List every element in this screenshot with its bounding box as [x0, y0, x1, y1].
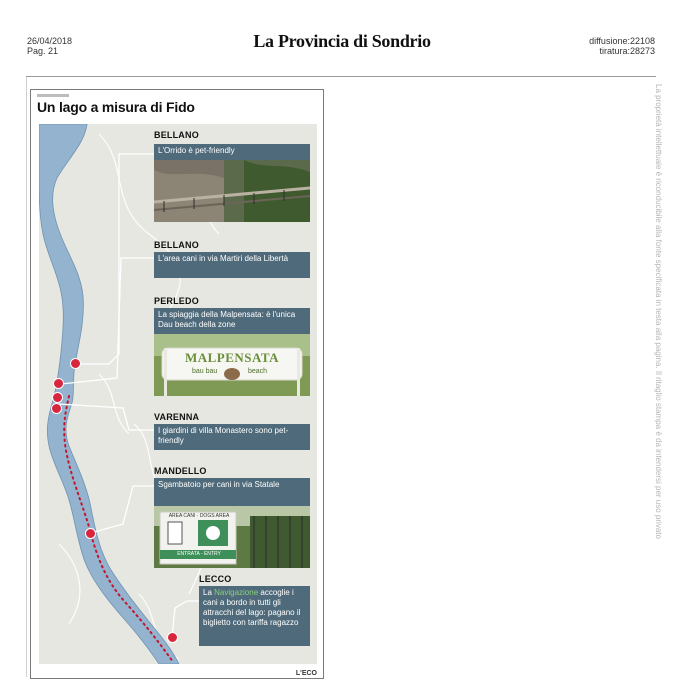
point-caption [199, 586, 310, 646]
point-town: BELLANO [154, 240, 199, 250]
header-divider [26, 76, 656, 77]
point-town: MANDELLO [154, 466, 207, 476]
malpensata-sign-right: beach [248, 368, 268, 375]
masthead: La Provincia di Sondrio [253, 31, 431, 51]
dog-area-sign-photo [154, 506, 310, 568]
header-diffusione: diffusione:22108 [589, 36, 655, 46]
point-town: VARENNA [154, 412, 200, 422]
dog-area-sign-top: AREA CANI · DOGS AREA [168, 513, 230, 519]
header-date: 26/04/2018 [27, 36, 73, 46]
caption-highlight: Navigazione [214, 588, 259, 597]
marker-varenna [51, 403, 62, 414]
lake-map [39, 124, 317, 664]
left-divider [26, 77, 27, 677]
marker-area-cani [53, 378, 64, 389]
gorge-walkway-photo [154, 160, 310, 222]
leader-line-varenna [59, 404, 157, 430]
header-page: Pag. 21 [27, 46, 59, 56]
marker-malpensata [52, 392, 63, 403]
graphic-credit: L'ECO [295, 670, 317, 677]
leader-line-lecco [172, 601, 199, 637]
malpensata-sign-left: bau bau [192, 368, 218, 375]
point-town: PERLEDO [154, 296, 199, 306]
point-caption: Sgambatoio per cani in via Statale [154, 478, 310, 506]
point-caption: La spiaggia della Malpensata: è l'unica Dau beach della zone [154, 308, 310, 334]
point-town: BELLANO [154, 130, 199, 140]
point-caption: L'Orrido è pet-friendly [154, 144, 310, 160]
article-title: Un lago a misura di Fido [37, 99, 195, 115]
marker-orrido [70, 358, 81, 369]
malpensata-sign-title: MALPENSATA [184, 350, 280, 365]
caption-post: accoglie i cani a bordo in tutti gli attracchi del lago: pagano il biglietto con tariffa ragazzo [203, 588, 301, 627]
article-clipping [30, 89, 324, 679]
title-accent-bar [37, 94, 69, 97]
malpensata-sign-photo [154, 334, 310, 396]
header-stats [589, 36, 655, 56]
header-tiratura: tiratura:28273 [599, 46, 655, 56]
caption-pre: La [203, 588, 215, 597]
point-caption: I giardini di villa Monastero sono pet-friendly [154, 424, 310, 450]
marker-lecco [167, 632, 178, 643]
leader-line-mandello [91, 486, 157, 533]
leader-line-orrido [75, 154, 157, 364]
marker-mandello [85, 528, 96, 539]
copyright-note: La proprietà intellettuale è riconducibile alla fonte specificata in testa alla pagina. Il ritaglio stampa è da intendersi per uso privato [654, 84, 663, 539]
dog-area-sign-bottom: ENTRATA - ENTRY [177, 551, 221, 557]
point-caption: L'area cani in via Martiri della Libertà [154, 252, 310, 278]
point-town: LECCO [199, 574, 232, 584]
